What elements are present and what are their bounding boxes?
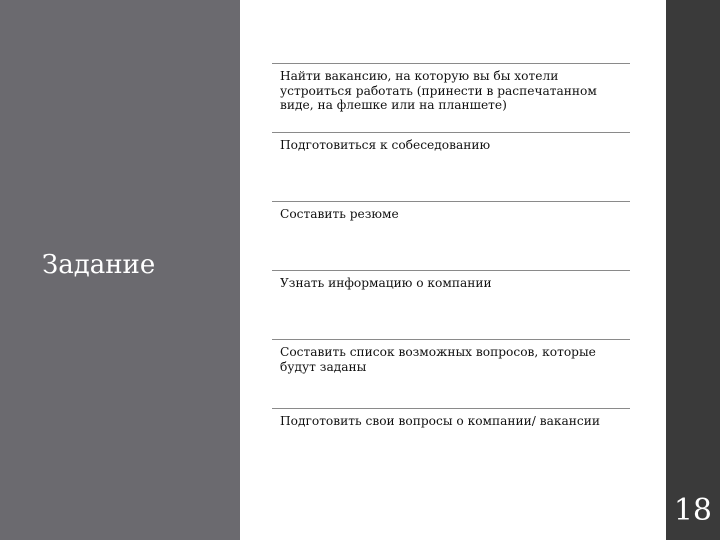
page-number: 18: [673, 493, 712, 528]
task-item-1: Найти вакансию, на которую вы бы хотели устроиться работать (принести в распечатанном виде, на флешке или на планшете): [272, 63, 630, 132]
task-item-3: Составить резюме: [272, 201, 630, 270]
task-item-4: Узнать информацию о компании: [272, 270, 630, 339]
task-item-2: Подготовиться к собеседованию: [272, 132, 630, 201]
left-panel: [0, 0, 240, 540]
slide-title: Задание: [42, 250, 156, 280]
task-item-6: Подготовить свои вопросы о компании/ вакансии: [272, 408, 630, 477]
task-list: [272, 63, 630, 477]
task-item-5: Составить список возможных вопросов, которые будут заданы: [272, 339, 630, 408]
right-strip: [666, 0, 720, 540]
